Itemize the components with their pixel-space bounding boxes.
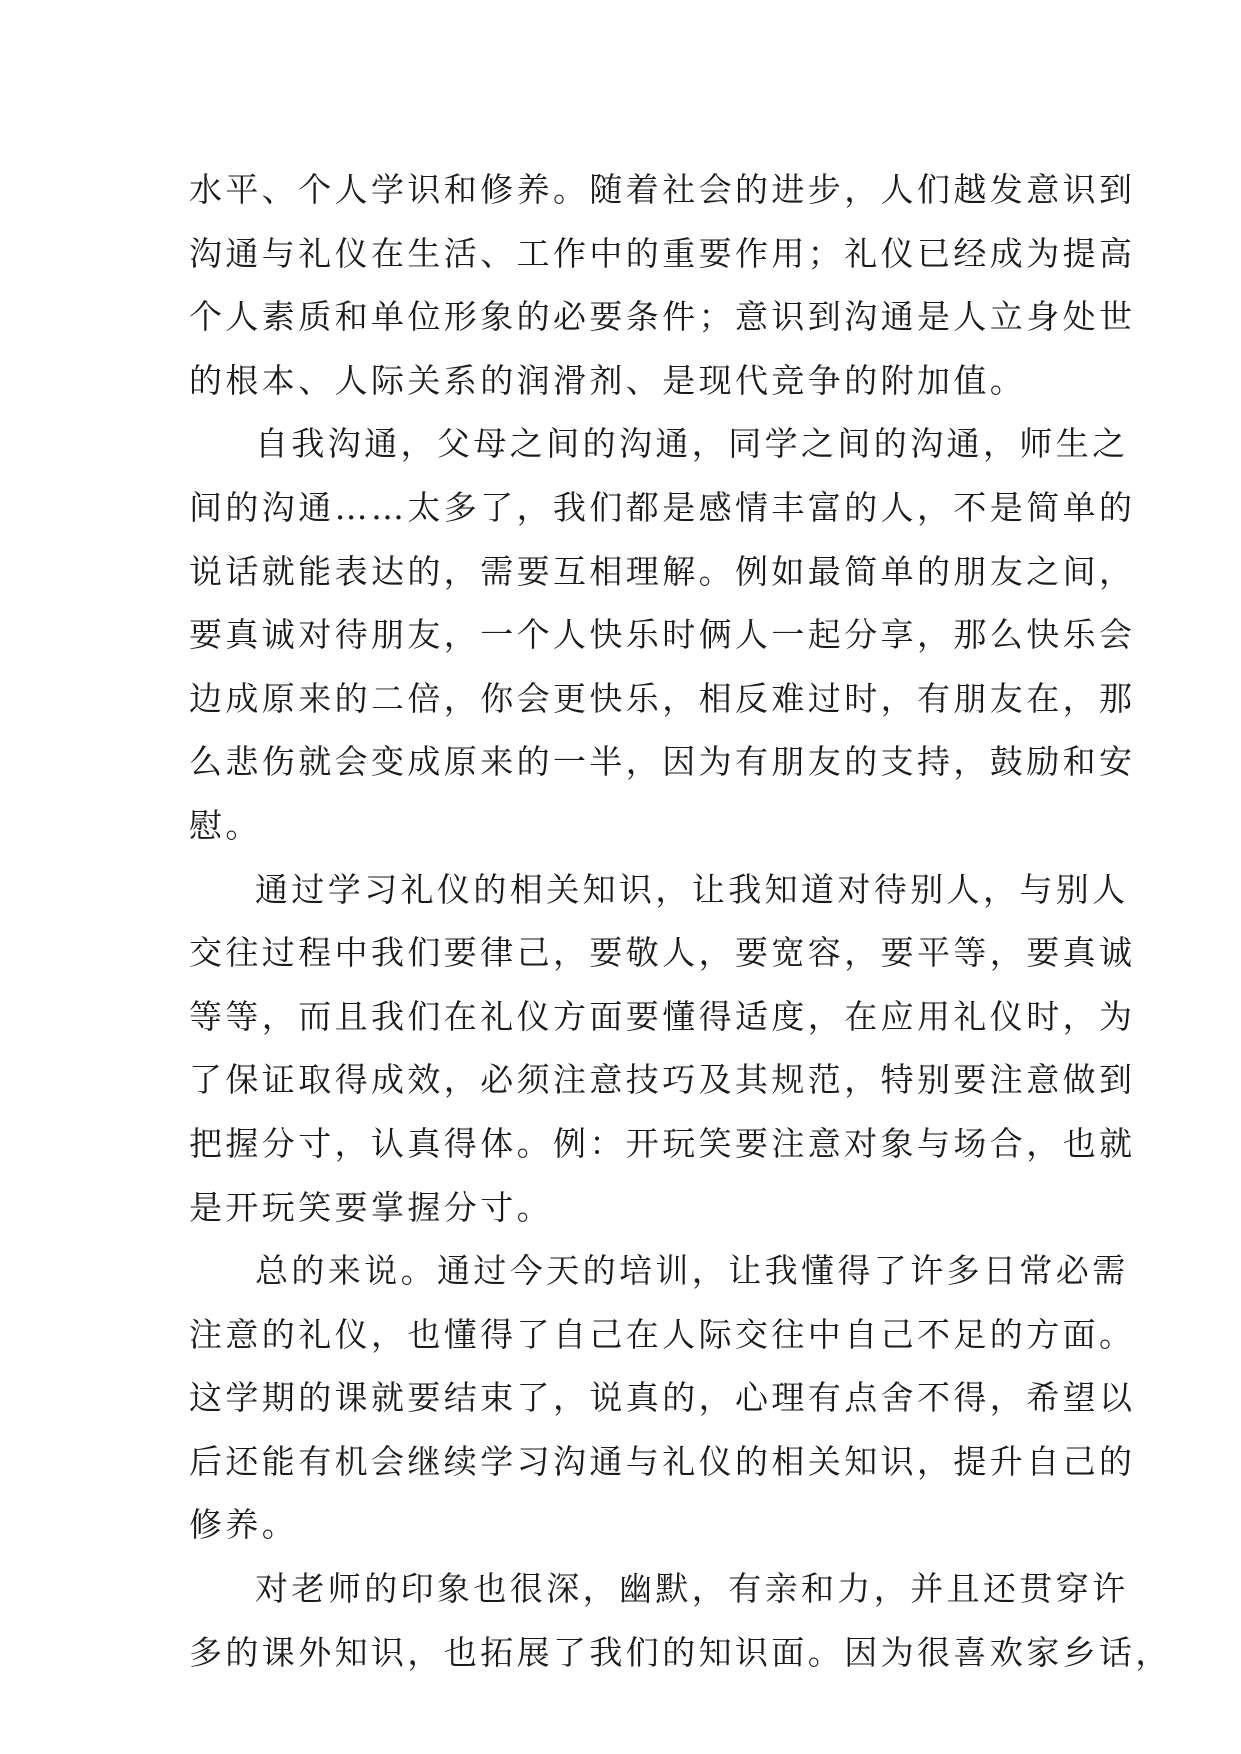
text-line: 这学期的课就要结束了，说真的，心理有点舍不得，希望以 [189, 1378, 1136, 1418]
text-line: 交往过程中我们要律己，要敬人，要宽容，要平等，要真诚 [189, 933, 1136, 973]
paragraph-3 [189, 858, 1136, 1240]
paragraph-1 [189, 158, 1136, 412]
paragraph-5 [189, 1557, 1172, 1684]
text-line: 慰。 [189, 805, 262, 845]
text-line: 要真诚对待朋友，一个人快乐时俩人一起分享，那么快乐会 [189, 615, 1136, 655]
text-line: 后还能有机会继续学习沟通与礼仪的相关知识，提升自己的 [189, 1441, 1136, 1481]
paragraph-4 [189, 1239, 1136, 1557]
text-line: 说话就能表达的，需要互相理解。例如最简单的朋友之间， [189, 551, 1136, 591]
text-line: 个人素质和单位形象的必要条件；意识到沟通是人立身处世 [189, 297, 1136, 337]
text-line: 么悲伤就会变成原来的一半，因为有朋友的支持，鼓励和安 [189, 742, 1136, 782]
document-body [189, 158, 1172, 1684]
text-line: 自我沟通，父母之间的沟通，同学之间的沟通，师生之 [255, 424, 1129, 464]
text-line: 等等，而且我们在礼仪方面要懂得适度，在应用礼仪时，为 [189, 996, 1136, 1036]
text-line: 把握分寸，认真得体。例：开玩笑要注意对象与场合，也就 [189, 1123, 1136, 1163]
text-line: 的根本、人际关系的润滑剂、是现代竞争的附加值。 [189, 360, 1027, 400]
text-line: 是开玩笑要掌握分寸。 [189, 1187, 553, 1227]
text-line: 沟通与礼仪在生活、工作中的重要作用；礼仪已经成为提高 [189, 233, 1136, 273]
text-line: 注意的礼仪，也懂得了自己在人际交往中自己不足的方面。 [189, 1314, 1136, 1354]
text-line: 多的课外知识，也拓展了我们的知识面。因为很喜欢家乡话， [189, 1632, 1172, 1672]
text-line: 了保证取得成效，必须注意技巧及其规范，特别要注意做到 [189, 1060, 1136, 1100]
text-line: 修养。 [189, 1505, 299, 1545]
paragraph-2 [189, 412, 1136, 857]
text-line: 间的沟通……太多了，我们都是感情丰富的人，不是简单的 [189, 487, 1136, 527]
text-line: 对老师的印象也很深，幽默，有亲和力，并且还贯穿许 [255, 1569, 1129, 1609]
text-line: 通过学习礼仪的相关知识，让我知道对待别人，与别人 [255, 869, 1129, 909]
text-line: 水平、个人学识和修养。随着社会的进步，人们越发意识到 [189, 170, 1136, 209]
text-line: 边成原来的二倍，你会更快乐，相反难过时，有朋友在，那 [189, 678, 1136, 718]
text-line: 总的来说。通过今天的培训，让我懂得了许多日常必需 [255, 1251, 1129, 1291]
